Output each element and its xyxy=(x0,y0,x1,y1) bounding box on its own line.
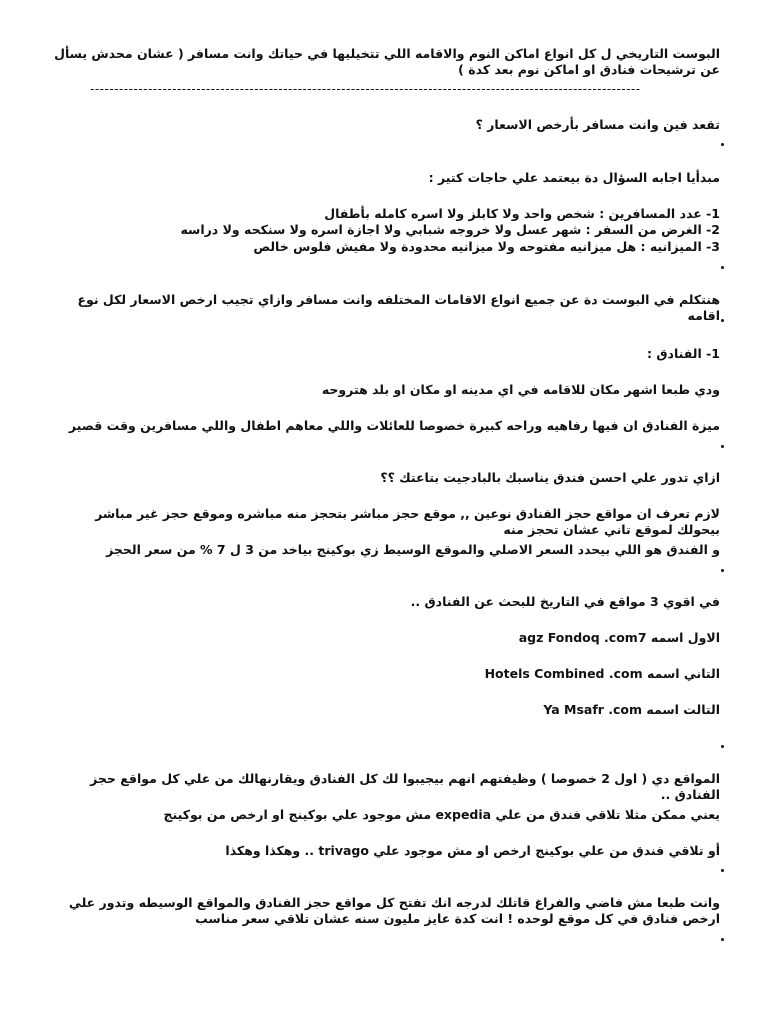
site-item xyxy=(52,630,720,646)
bullet-dot xyxy=(721,745,724,748)
site-label: التاني اسمه xyxy=(646,666,720,681)
budget-question: ازاي تدور علي احسن فندق يناسبك بالبادجيت بتاعتك ؟؟ xyxy=(380,470,720,485)
answer-intro: مبدأيا اجابه السؤال دة بيعتمد علي حاجات كتير : xyxy=(428,170,720,185)
bullet-dot xyxy=(721,319,724,322)
booking-types: لازم تعرف ان مواقع حجز الفنادق نوعين ,, موقع حجز مباشر بتحجز منه مباشره وموقع حجز غير مباشر بيحولك لموقع تاني عشان تحجز منه xyxy=(95,506,720,537)
bullet-dot xyxy=(721,445,724,448)
site-name: Hotels Combined .com xyxy=(484,666,643,681)
bullet-dot xyxy=(721,266,724,269)
closing-paragraph: وانت طبعا مش فاضي والفراغ قاتلك لدرجه انك تفتح كل مواقع حجز الفنادق والمواقع الوسيطه وتدور علي ارخص فنادق في كل موقع لوحده ! انت كدة عايز مليون سنه عشان تلاقي سعر مناسب xyxy=(68,895,720,926)
bullet-dot xyxy=(721,869,724,872)
factor-item: 2- الغرض من السفر : شهر عسل ولا خروجه شبابي ولا اجازة اسره ولا سنكحه ولا دراسه xyxy=(180,222,720,237)
top-sites-heading: في اقوي 3 مواقع في التاريخ للبحث عن الفنادق .. xyxy=(410,594,720,609)
question-heading: تقعد فين وانت مسافر بأرخص الاسعار ؟ xyxy=(475,117,720,132)
example-trivago: أو تلاقي فندق من علي بوكينج ارخص او مش موجود علي trivago .. وهكذا وهكذا xyxy=(225,843,720,858)
site-label: الاول اسمه xyxy=(650,630,720,645)
commission-note: و الفندق هو اللي بيحدد السعر الاصلي والموقع الوسيط زي بوكينج بياخد من 3 ل 7 % من سعر الحجز xyxy=(106,542,720,557)
bullet-dot xyxy=(721,569,724,572)
factor-item: 3- الميزانيه : هل ميزانيه مفتوحه ولا ميزانيه محدودة ولا مفيش فلوس خالص xyxy=(253,239,720,254)
separator-line: ------------------------------------------------------------------------------------------------------------------ xyxy=(90,82,641,96)
post-topic: هنتكلم في البوست دة عن جميع انواع الاقامات المختلفه وانت مسافر وازاي تجيب ارخص الاسعار لكل نوع اقامه xyxy=(77,292,720,323)
site-item xyxy=(52,666,720,682)
sites-role: المواقع دي ( اول 2 خصوصا ) وظيفتهم انهم بيجيبوا لك كل الفنادق ويقارنهالك من علي كل مواقع حجز الفنادق .. xyxy=(90,771,720,802)
site-name: agz Fondoq .com7 xyxy=(518,630,647,645)
intro-paragraph: البوست التاريخي ل كل انواع اماكن النوم والاقامه اللي تتخيليها في حياتك وانت مسافر ( عشان محدش يسأل عن ترشيحات فنادق او اماكن نوم بعد كدة ) xyxy=(54,46,720,77)
bullet-dot xyxy=(721,143,724,146)
factor-item: 1- عدد المسافرين : شخص واحد ولا كابلز ولا اسره كامله بأطفال xyxy=(324,206,720,221)
site-name: Ya Msafr .com xyxy=(543,702,643,717)
example-expedia: يعني ممكن مثلا تلاقي فندق من علي expedia مش موجود علي بوكينج او ارخص من بوكينج xyxy=(163,807,720,822)
bullet-dot xyxy=(721,938,724,941)
site-label: التالت اسمه xyxy=(646,702,720,717)
site-item xyxy=(52,702,720,718)
hotels-description: ودي طبعا اشهر مكان للاقامه في اي مدينه او مكان او بلد هتروحه xyxy=(321,382,720,397)
hotels-heading: 1- الفنادق : xyxy=(647,346,720,361)
hotels-advantage: ميزة الفنادق ان فيها رفاهيه وراحه كبيرة خصوصا للعائلات واللي معاهم اطفال واللي مسافرين وقت قصير xyxy=(68,418,720,433)
